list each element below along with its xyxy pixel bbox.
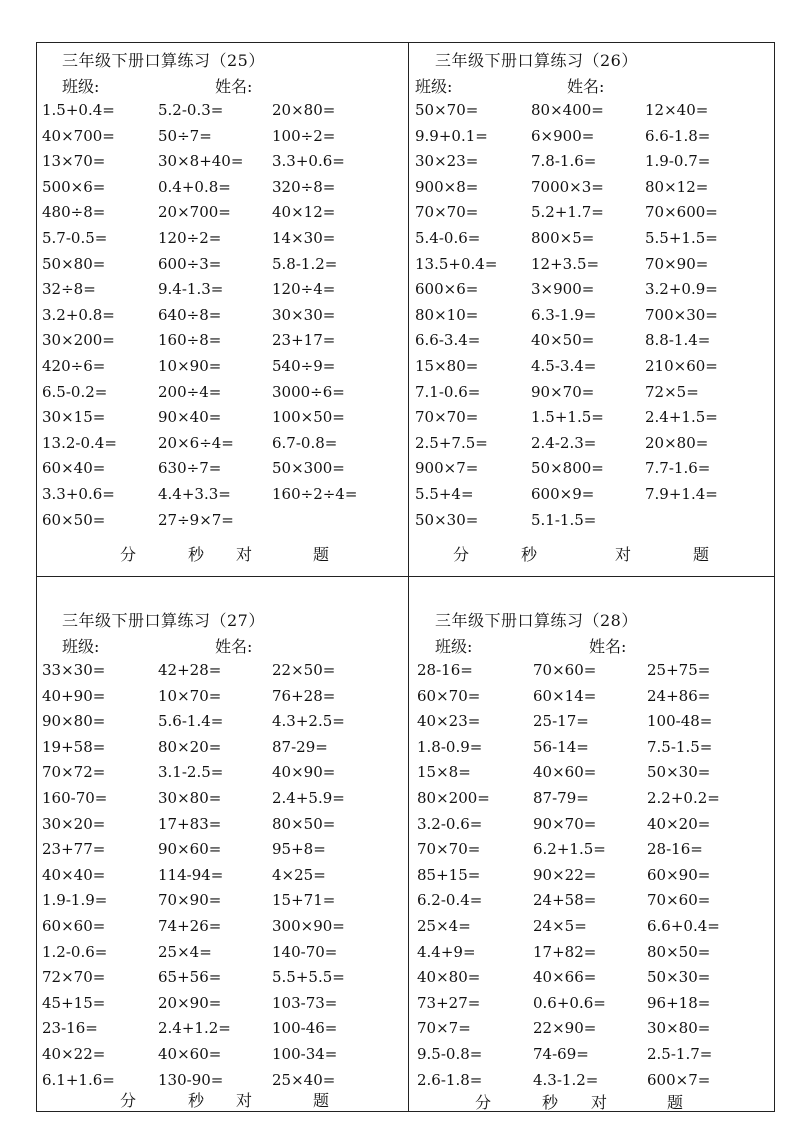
problem-cell: 80×50= bbox=[647, 942, 711, 961]
problem-cell: 140-70= bbox=[272, 942, 338, 961]
problem-row bbox=[42, 1044, 412, 1069]
problem-cell: 25+75= bbox=[647, 661, 711, 679]
problem-cell: 50×70= bbox=[415, 101, 479, 119]
problem-cell: 50×30= bbox=[415, 510, 479, 529]
problem-row bbox=[415, 228, 785, 253]
problem-row bbox=[415, 254, 785, 279]
problem-cell: 2.4+1.5= bbox=[645, 408, 718, 427]
problem-cell: 2.4-2.3= bbox=[531, 433, 597, 452]
problem-cell: 50×300= bbox=[272, 459, 345, 478]
problem-cell: 5.1-1.5= bbox=[531, 510, 597, 529]
problem-row bbox=[417, 1018, 787, 1043]
problem-cell: 500×6= bbox=[42, 177, 106, 196]
problem-cell: 200÷4= bbox=[158, 382, 222, 401]
problem-cell: 96+18= bbox=[647, 993, 711, 1012]
problem-cell: 13.5+0.4= bbox=[415, 254, 498, 273]
problem-cell: 5.5+5.5= bbox=[272, 968, 345, 987]
problem-row bbox=[417, 890, 787, 915]
problem-row bbox=[415, 382, 785, 407]
problem-cell: 5.7-0.5= bbox=[42, 229, 108, 247]
problem-cell: 540÷9= bbox=[272, 357, 336, 375]
problem-cell: 5.2-0.3= bbox=[158, 101, 224, 119]
problem-cell: 5.4-0.6= bbox=[415, 229, 481, 247]
problem-row bbox=[417, 814, 787, 839]
problem-cell: 60×70= bbox=[417, 686, 481, 705]
problem-cell: 6.6+0.4= bbox=[647, 917, 720, 935]
problem-cell: 100-46= bbox=[272, 1019, 338, 1038]
problem-row bbox=[42, 126, 412, 151]
problem-cell: 3000÷6= bbox=[272, 382, 345, 401]
problem-row bbox=[415, 151, 785, 176]
problem-row bbox=[415, 407, 785, 432]
problem-cell: 80×20= bbox=[158, 737, 222, 756]
problem-cell: 25×40= bbox=[272, 1070, 336, 1089]
problem-cell: 6×900= bbox=[531, 126, 595, 145]
problem-cell: 30×30= bbox=[272, 305, 336, 324]
problem-cell: 60×50= bbox=[42, 510, 106, 529]
problem-cell: 45+15= bbox=[42, 993, 106, 1012]
problem-cell: 7000×3= bbox=[531, 177, 604, 196]
problem-row bbox=[42, 254, 412, 279]
problem-row bbox=[42, 839, 412, 864]
problem-row bbox=[42, 993, 412, 1018]
correct-label: 对 bbox=[591, 1093, 608, 1112]
problem-row bbox=[415, 458, 785, 483]
problem-row bbox=[417, 711, 787, 736]
problem-cell: 40×60= bbox=[533, 763, 597, 782]
problem-cell: 15×8= bbox=[417, 763, 471, 782]
problem-cell: 90×40= bbox=[158, 408, 222, 427]
problem-cell: 30×8+40= bbox=[158, 152, 244, 171]
problem-cell: 40×12= bbox=[272, 203, 336, 222]
problem-cell: 1.8-0.9= bbox=[417, 737, 483, 756]
problem-cell: 5.8-1.2= bbox=[272, 254, 338, 273]
problem-cell: 5.6-1.4= bbox=[158, 712, 224, 731]
problem-cell: 2.5-1.7= bbox=[647, 1045, 713, 1063]
problem-cell: 30×15= bbox=[42, 408, 106, 427]
problem-cell: 50÷7= bbox=[158, 126, 212, 145]
problem-cell: 40+90= bbox=[42, 686, 106, 705]
problem-cell: 50×80= bbox=[42, 254, 106, 273]
problem-row bbox=[417, 942, 787, 967]
problem-row bbox=[42, 762, 412, 787]
problem-cell: 15+71= bbox=[272, 891, 336, 910]
problem-cell: 60×40= bbox=[42, 459, 106, 478]
questions-label: 题 bbox=[667, 1093, 684, 1112]
problem-row bbox=[42, 305, 412, 330]
problem-cell: 85+15= bbox=[417, 865, 481, 884]
problem-cell: 5.5+1.5= bbox=[645, 229, 718, 247]
class-label: 班级: bbox=[62, 637, 100, 656]
problem-cell: 24+58= bbox=[533, 891, 597, 910]
problem-cell: 20×80= bbox=[272, 101, 336, 119]
problem-row bbox=[42, 356, 412, 381]
problem-row bbox=[415, 202, 785, 227]
problem-row bbox=[415, 177, 785, 202]
problem-cell: 100-48= bbox=[647, 712, 713, 731]
problem-cell: 160÷2÷4= bbox=[272, 485, 358, 503]
problem-cell: 1.9-0.7= bbox=[645, 152, 711, 171]
problem-row bbox=[417, 1044, 787, 1069]
problem-cell: 23+17= bbox=[272, 331, 336, 350]
correct-label: 对 bbox=[615, 545, 632, 564]
problem-cell: 210×60= bbox=[645, 357, 718, 375]
problem-cell: 4.3+2.5= bbox=[272, 712, 345, 731]
problem-cell: 30×23= bbox=[415, 152, 479, 171]
problem-cell: 23+77= bbox=[42, 840, 106, 859]
problem-cell: 120÷2= bbox=[158, 229, 222, 247]
problem-row bbox=[42, 967, 412, 992]
problem-cell: 80×400= bbox=[531, 101, 604, 119]
problem-cell: 73+27= bbox=[417, 993, 481, 1012]
problem-cell: 60×60= bbox=[42, 917, 106, 935]
correct-label: 对 bbox=[236, 1091, 253, 1110]
problem-cell: 70×600= bbox=[645, 203, 718, 222]
problem-row bbox=[42, 433, 412, 458]
problem-cell: 20×700= bbox=[158, 203, 231, 222]
problem-cell: 30×20= bbox=[42, 814, 106, 833]
panel-title: 三年级下册口算练习（26） bbox=[435, 51, 638, 70]
problem-cell: 7.7-1.6= bbox=[645, 459, 711, 478]
problem-cell: 3×900= bbox=[531, 280, 595, 299]
problem-cell: 6.5-0.2= bbox=[42, 382, 108, 401]
problem-row bbox=[42, 865, 412, 890]
problem-cell: 6.2+1.5= bbox=[533, 840, 606, 859]
problem-row bbox=[42, 202, 412, 227]
problem-cell: 2.4+1.2= bbox=[158, 1019, 231, 1038]
problem-cell: 600×9= bbox=[531, 485, 595, 503]
problem-cell: 480÷8= bbox=[42, 203, 106, 222]
problem-cell: 8.8-1.4= bbox=[645, 331, 711, 350]
problem-row bbox=[415, 510, 785, 535]
panel-title: 三年级下册口算练习（28） bbox=[435, 611, 638, 630]
problem-cell: 72×70= bbox=[42, 968, 106, 987]
problem-cell: 95+8= bbox=[272, 840, 326, 859]
problem-cell: 10×70= bbox=[158, 686, 222, 705]
seconds-label: 秒 bbox=[542, 1093, 559, 1112]
problem-cell: 7.9+1.4= bbox=[645, 485, 718, 503]
problem-cell: 32÷8= bbox=[42, 280, 96, 299]
problem-cell: 3.2+0.8= bbox=[42, 305, 115, 324]
name-label: 姓名: bbox=[567, 77, 605, 96]
problem-cell: 9.4-1.3= bbox=[158, 280, 224, 299]
problem-cell: 640÷8= bbox=[158, 305, 222, 324]
problem-row bbox=[417, 839, 787, 864]
problem-cell: 700×30= bbox=[645, 305, 718, 324]
problem-cell: 90×70= bbox=[531, 382, 595, 401]
problem-row bbox=[42, 177, 412, 202]
problem-cell: 114-94= bbox=[158, 865, 224, 884]
problem-row bbox=[415, 484, 785, 509]
problem-cell: 5.2+1.7= bbox=[531, 203, 604, 222]
problem-row bbox=[42, 228, 412, 253]
problem-cell: 17+82= bbox=[533, 942, 597, 961]
problem-row bbox=[415, 330, 785, 355]
problem-cell: 30×80= bbox=[647, 1019, 711, 1038]
problem-cell: 87-79= bbox=[533, 789, 589, 807]
problem-cell: 40×700= bbox=[42, 126, 115, 145]
panel-title: 三年级下册口算练习（25） bbox=[62, 51, 265, 70]
problem-cell: 3.3+0.6= bbox=[42, 485, 115, 503]
problem-cell: 70×70= bbox=[415, 408, 479, 427]
problem-cell: 50×30= bbox=[647, 968, 711, 987]
problem-cell: 56-14= bbox=[533, 737, 589, 756]
problem-cell: 25×4= bbox=[417, 917, 471, 935]
problem-row bbox=[417, 916, 787, 941]
problem-cell: 90×70= bbox=[533, 814, 597, 833]
problem-cell: 50×30= bbox=[647, 763, 711, 782]
problem-cell: 6.1+1.6= bbox=[42, 1070, 115, 1089]
problem-row bbox=[42, 330, 412, 355]
problem-cell: 70×7= bbox=[417, 1019, 471, 1038]
problem-cell: 40×22= bbox=[42, 1045, 106, 1063]
problem-cell: 40×80= bbox=[417, 968, 481, 987]
problem-cell: 4×25= bbox=[272, 865, 326, 884]
problem-cell: 320÷8= bbox=[272, 177, 336, 196]
problem-cell: 13×70= bbox=[42, 152, 106, 171]
problem-row bbox=[42, 737, 412, 762]
problem-cell: 630÷7= bbox=[158, 459, 222, 478]
problem-cell: 160÷8= bbox=[158, 331, 222, 350]
problem-cell: 600×7= bbox=[647, 1070, 711, 1089]
problem-cell: 40×66= bbox=[533, 968, 597, 987]
problem-row bbox=[42, 151, 412, 176]
problem-row bbox=[417, 762, 787, 787]
minutes-label: 分 bbox=[475, 1093, 492, 1112]
problem-cell: 30×200= bbox=[42, 331, 115, 350]
problem-cell: 90×80= bbox=[42, 712, 106, 731]
questions-label: 题 bbox=[693, 545, 710, 564]
problem-row bbox=[42, 660, 412, 685]
problem-cell: 900×8= bbox=[415, 177, 479, 196]
problem-cell: 3.2+0.9= bbox=[645, 280, 718, 299]
problem-row bbox=[417, 686, 787, 711]
problem-cell: 72×5= bbox=[645, 382, 699, 401]
problem-row bbox=[417, 993, 787, 1018]
problem-row bbox=[42, 407, 412, 432]
problem-cell: 76+28= bbox=[272, 686, 336, 705]
problem-cell: 1.5+0.4= bbox=[42, 101, 115, 119]
problem-cell: 74-69= bbox=[533, 1045, 589, 1063]
problem-cell: 27÷9×7= bbox=[158, 510, 234, 529]
problem-cell: 800×5= bbox=[531, 229, 595, 247]
problem-cell: 70×60= bbox=[647, 891, 711, 910]
questions-label: 题 bbox=[313, 1091, 330, 1110]
problem-cell: 6.6-1.8= bbox=[645, 126, 711, 145]
problem-cell: 40×20= bbox=[647, 814, 711, 833]
problem-cell: 2.6-1.8= bbox=[417, 1070, 483, 1089]
problem-cell: 70×60= bbox=[533, 661, 597, 679]
problem-cell: 2.5+7.5= bbox=[415, 433, 488, 452]
problem-cell: 103-73= bbox=[272, 993, 338, 1012]
problem-cell: 17+83= bbox=[158, 814, 222, 833]
problem-row bbox=[42, 458, 412, 483]
problem-cell: 6.3-1.9= bbox=[531, 305, 597, 324]
minutes-label: 分 bbox=[453, 545, 470, 564]
problem-cell: 70×70= bbox=[417, 840, 481, 859]
problem-cell: 12×40= bbox=[645, 101, 709, 119]
problem-cell: 7.8-1.6= bbox=[531, 152, 597, 171]
problem-cell: 20×6÷4= bbox=[158, 433, 234, 452]
problem-cell: 20×80= bbox=[645, 433, 709, 452]
problem-cell: 42+28= bbox=[158, 661, 222, 679]
class-label: 班级: bbox=[435, 637, 473, 656]
problem-cell: 70×70= bbox=[415, 203, 479, 222]
problem-cell: 9.9+0.1= bbox=[415, 126, 488, 145]
problem-row bbox=[42, 100, 412, 125]
problem-row bbox=[42, 890, 412, 915]
seconds-label: 秒 bbox=[188, 545, 205, 564]
problem-cell: 0.4+0.8= bbox=[158, 177, 231, 196]
questions-label: 题 bbox=[313, 545, 330, 564]
problem-cell: 1.9-1.9= bbox=[42, 891, 108, 910]
problem-cell: 2.2+0.2= bbox=[647, 789, 720, 807]
problem-cell: 4.4+9= bbox=[417, 942, 476, 961]
problem-cell: 23-16= bbox=[42, 1019, 98, 1038]
problem-row bbox=[415, 279, 785, 304]
problem-row bbox=[42, 711, 412, 736]
problem-cell: 2.4+5.9= bbox=[272, 789, 345, 807]
problem-cell: 0.6+0.6= bbox=[533, 993, 606, 1012]
problem-cell: 6.6-3.4= bbox=[415, 331, 481, 350]
problem-cell: 50×800= bbox=[531, 459, 604, 478]
problem-cell: 25×4= bbox=[158, 942, 212, 961]
class-label: 班级: bbox=[62, 77, 100, 96]
problem-cell: 4.3-1.2= bbox=[533, 1070, 599, 1089]
problem-cell: 3.1-2.5= bbox=[158, 763, 224, 782]
problem-row bbox=[42, 916, 412, 941]
problem-cell: 40×40= bbox=[42, 865, 106, 884]
problem-cell: 90×60= bbox=[158, 840, 222, 859]
problem-cell: 40×60= bbox=[158, 1045, 222, 1063]
problem-cell: 1.2-0.6= bbox=[42, 942, 108, 961]
problem-cell: 100-34= bbox=[272, 1045, 338, 1063]
class-label: 班级: bbox=[415, 77, 453, 96]
problem-row bbox=[417, 660, 787, 685]
problem-cell: 7.1-0.6= bbox=[415, 382, 481, 401]
problem-cell: 13.2-0.4= bbox=[42, 433, 117, 452]
problem-row bbox=[415, 126, 785, 151]
problem-row bbox=[417, 737, 787, 762]
problem-cell: 4.4+3.3= bbox=[158, 485, 231, 503]
problem-cell: 9.5-0.8= bbox=[417, 1045, 483, 1063]
problem-cell: 60×14= bbox=[533, 686, 597, 705]
problem-cell: 80×200= bbox=[417, 789, 490, 807]
problem-cell: 22×50= bbox=[272, 661, 336, 679]
problem-cell: 40×23= bbox=[417, 712, 481, 731]
problem-cell: 30×80= bbox=[158, 789, 222, 807]
problem-cell: 60×90= bbox=[647, 865, 711, 884]
problem-cell: 15×80= bbox=[415, 357, 479, 375]
problem-cell: 87-29= bbox=[272, 737, 328, 756]
problem-row bbox=[42, 788, 412, 813]
problem-cell: 70×72= bbox=[42, 763, 106, 782]
name-label: 姓名: bbox=[215, 637, 253, 656]
name-label: 姓名: bbox=[215, 77, 253, 96]
horizontal-divider bbox=[36, 576, 775, 577]
problem-cell: 28-16= bbox=[647, 840, 703, 859]
problem-row bbox=[415, 305, 785, 330]
problem-cell: 24+86= bbox=[647, 686, 711, 705]
problem-row bbox=[417, 865, 787, 890]
problem-cell: 3.2-0.6= bbox=[417, 814, 483, 833]
problem-cell: 28-16= bbox=[417, 661, 473, 679]
problem-cell: 74+26= bbox=[158, 917, 222, 935]
problem-cell: 420÷6= bbox=[42, 357, 106, 375]
problem-row bbox=[415, 100, 785, 125]
problem-cell: 40×90= bbox=[272, 763, 336, 782]
problem-cell: 100×50= bbox=[272, 408, 345, 427]
problem-cell: 14×30= bbox=[272, 229, 336, 247]
problem-row bbox=[42, 1018, 412, 1043]
problem-cell: 5.5+4= bbox=[415, 485, 474, 503]
problem-cell: 70×90= bbox=[645, 254, 709, 273]
problem-cell: 160-70= bbox=[42, 789, 108, 807]
problem-cell: 19+58= bbox=[42, 737, 106, 756]
problem-cell: 3.3+0.6= bbox=[272, 152, 345, 171]
problem-cell: 600÷3= bbox=[158, 254, 222, 273]
panel-title: 三年级下册口算练习（27） bbox=[62, 611, 265, 630]
seconds-label: 秒 bbox=[188, 1091, 205, 1110]
problem-row bbox=[415, 356, 785, 381]
seconds-label: 秒 bbox=[521, 545, 538, 564]
problem-cell: 80×50= bbox=[272, 814, 336, 833]
problem-cell: 22×90= bbox=[533, 1019, 597, 1038]
problem-row bbox=[42, 510, 412, 535]
problem-row bbox=[42, 942, 412, 967]
problem-row bbox=[42, 686, 412, 711]
problem-cell: 90×22= bbox=[533, 865, 597, 884]
problem-cell: 24×5= bbox=[533, 917, 587, 935]
problem-row bbox=[417, 967, 787, 992]
problem-cell: 6.7-0.8= bbox=[272, 433, 338, 452]
problem-cell: 1.5+1.5= bbox=[531, 408, 604, 427]
problem-row bbox=[415, 433, 785, 458]
minutes-label: 分 bbox=[120, 1091, 137, 1110]
problem-cell: 300×90= bbox=[272, 917, 345, 935]
problem-cell: 4.5-3.4= bbox=[531, 357, 597, 375]
problem-cell: 40×50= bbox=[531, 331, 595, 350]
problem-cell: 100÷2= bbox=[272, 126, 336, 145]
problem-cell: 33×30= bbox=[42, 661, 106, 679]
correct-label: 对 bbox=[236, 545, 253, 564]
problem-cell: 12+3.5= bbox=[531, 254, 600, 273]
problem-cell: 130-90= bbox=[158, 1070, 224, 1089]
problem-cell: 7.5-1.5= bbox=[647, 737, 713, 756]
problem-cell: 80×12= bbox=[645, 177, 709, 196]
problem-cell: 6.2-0.4= bbox=[417, 891, 483, 910]
minutes-label: 分 bbox=[120, 545, 137, 564]
problem-row bbox=[42, 484, 412, 509]
problem-cell: 600×6= bbox=[415, 280, 479, 299]
problem-cell: 20×90= bbox=[158, 993, 222, 1012]
name-label: 姓名: bbox=[589, 637, 627, 656]
problem-row bbox=[417, 788, 787, 813]
problem-cell: 10×90= bbox=[158, 357, 222, 375]
problem-row bbox=[42, 814, 412, 839]
problem-cell: 80×10= bbox=[415, 305, 479, 324]
problem-cell: 900×7= bbox=[415, 459, 479, 478]
problem-row bbox=[42, 382, 412, 407]
problem-cell: 120÷4= bbox=[272, 280, 336, 299]
problem-row bbox=[42, 279, 412, 304]
problem-cell: 65+56= bbox=[158, 968, 222, 987]
problem-row bbox=[42, 1070, 412, 1095]
problem-cell: 70×90= bbox=[158, 891, 222, 910]
problem-cell: 25-17= bbox=[533, 712, 589, 731]
